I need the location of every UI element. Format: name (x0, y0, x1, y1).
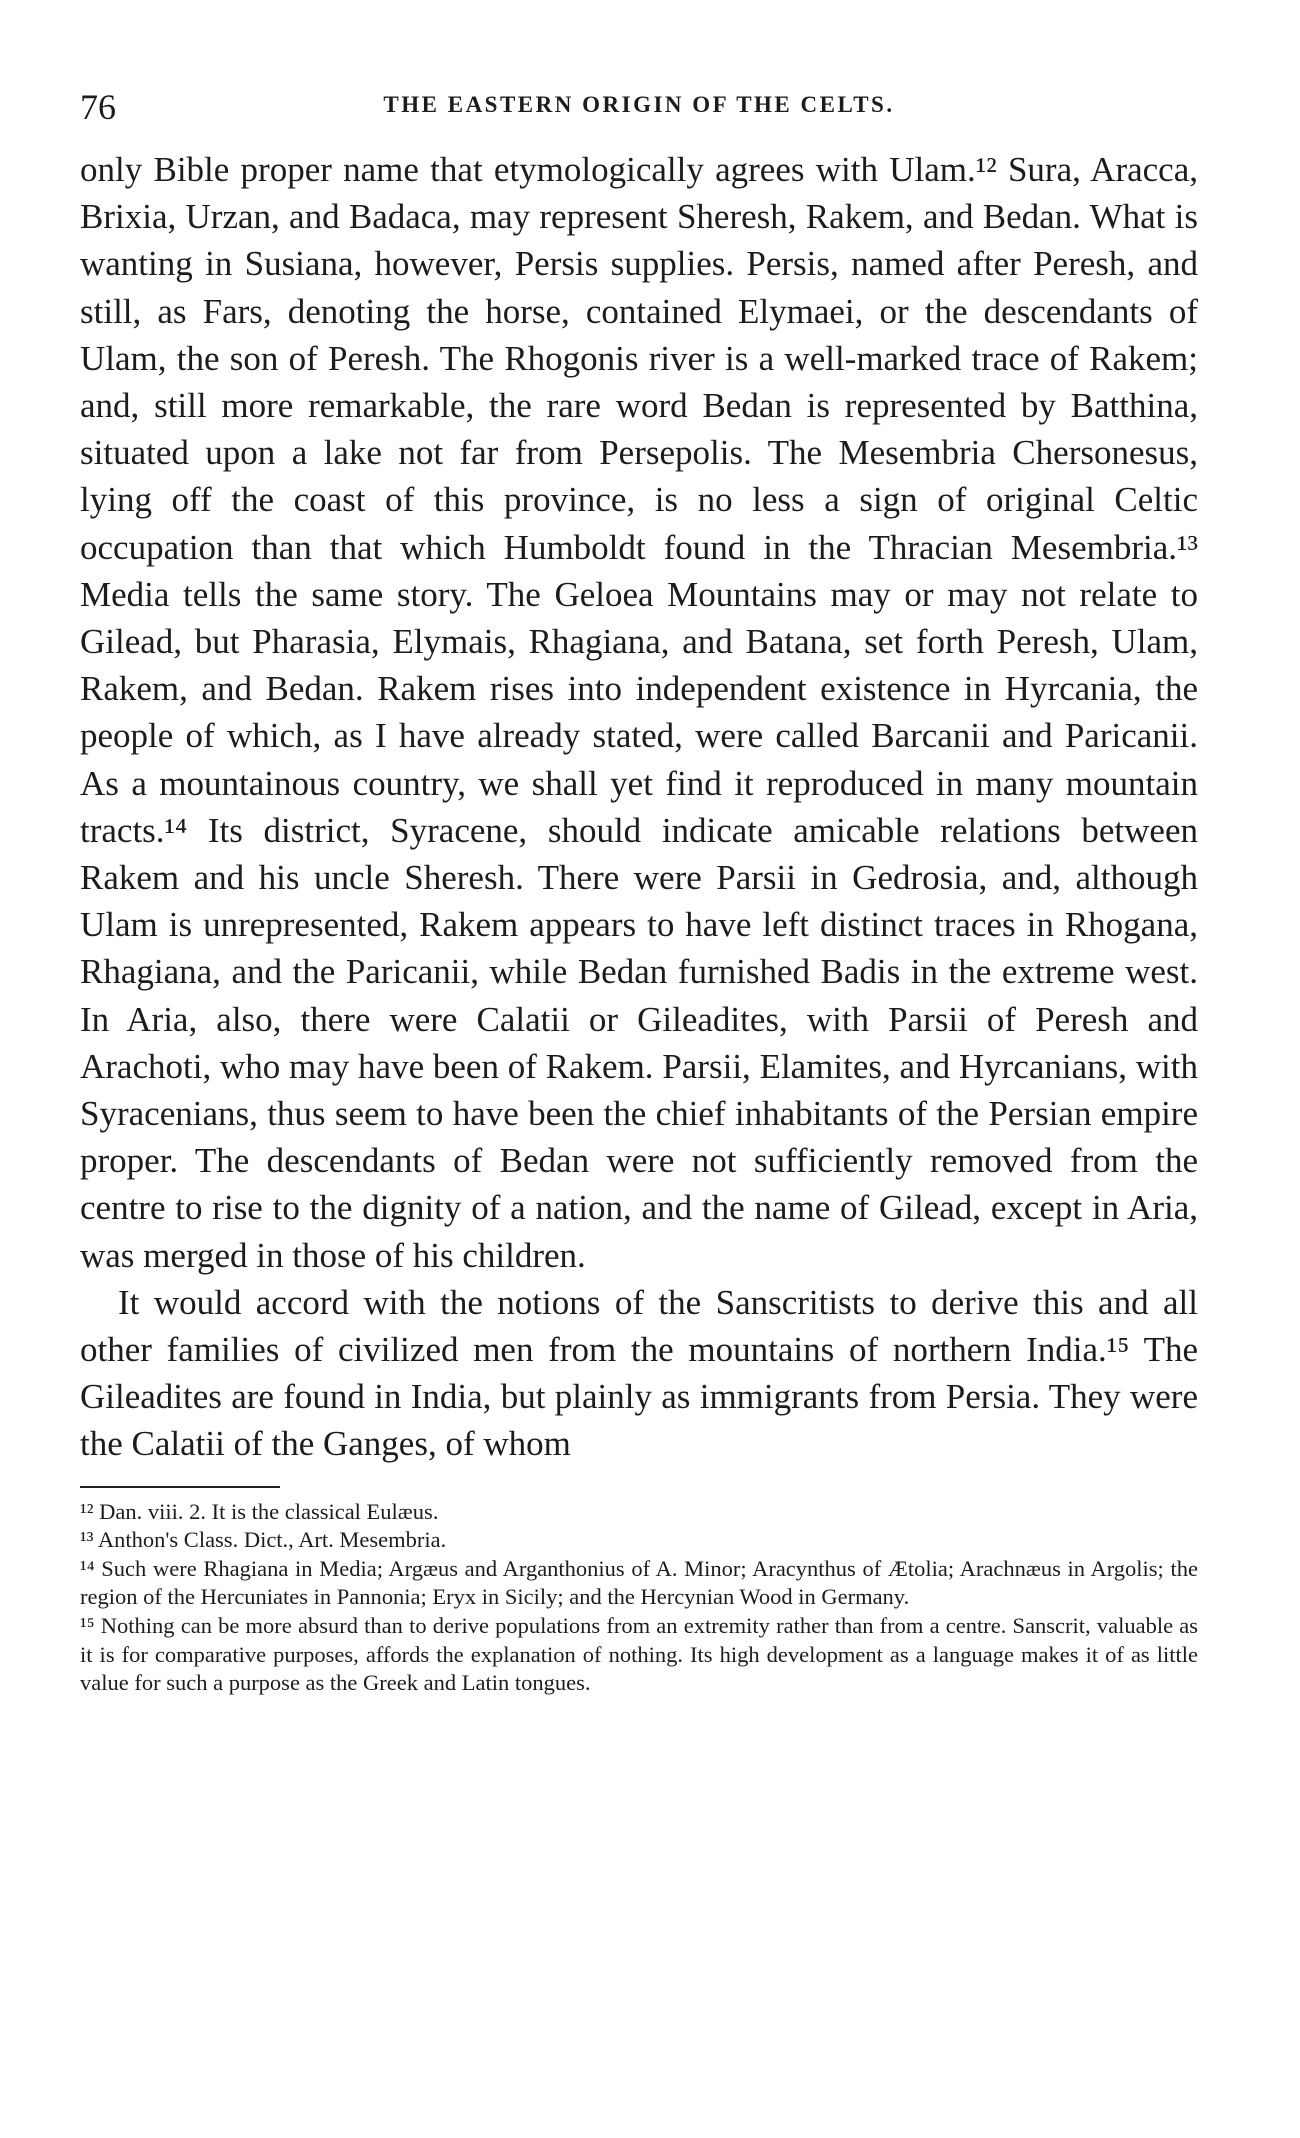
footnote: ¹⁵ Nothing can be more absurd than to derive populations from an extremity rather than from a centre. Sanscrit, valuable as it is for comparative purposes, affords the explanation of nothing. Its high development as a language makes it of as little value for such a purpose as the Greek and Latin tongues. (80, 1613, 1198, 1696)
page-number: 76 (80, 87, 116, 127)
paragraph: only Bible proper name that etymologically agrees with Ulam.¹² Sura, Aracca, Brixia, Urzan, and Badaca, may represent Sheresh, Rakem, and Bedan. What is wanting in Susiana, however, Persis supplies. Persis, named after Peresh, and still, as Fars, denoting the horse, contained Elymaei, or the descendants of Ulam, the son of Peresh. The Rhogonis river is a well-marked trace of Rakem; and, still more remarkable, the rare word Bedan is represented by Batthina, situated upon a lake not far from Persepolis. The Mesembria Chersonesus, lying off the coast of this province, is no less a sign of original Celtic occupation than that which Humboldt found in the Thracian Mesembria.¹³ Media tells the same story. The Geloea Mountains may or may not relate to Gilead, but Pharasia, Elymais, Rhagiana, and Batana, set forth Peresh, Ulam, Rakem, and Bedan. Rakem rises into independent existence in Hyrcania, the people of which, as I have already stated, were called Barcanii and Paricanii. As a mountainous country, we shall yet find it reproduced in many mountain tracts.¹⁴ Its district, Syracene, should indicate amicable relations between Rakem and his uncle Sheresh. There were Parsii in Gedrosia, and, although Ulam is unrepresented, Rakem appears to have left distinct traces in Rhogana, Rhagiana, and the Paricanii, while Bedan furnished Badis in the extreme west. In Aria, also, there were Calatii or Gileadites, with Parsii of Peresh and Arachoti, who may have been of Rakem. Parsii, Elamites, and Hyrcanians, with Syracenians, thus seem to have been the chief inhabitants of the Persian empire proper. The descendants of Bedan were not sufficiently removed from the centre to rise to the dignity of a nation, and the name of Gilead, except in Aria, was merged in those of his children. (80, 150, 1198, 1275)
footnote: ¹³ Anthon's Class. Dict., Art. Mesembria. (80, 1527, 447, 1553)
book-page (80, 86, 1198, 1698)
footnote-divider (80, 1486, 280, 1488)
footnote: ¹⁴ Such were Rhagiana in Media; Argæus and Arganthonius of A. Minor; Aracynthus of Ætolia; Arachnæus in Argolis; the region of the Hercuniates in Pannonia; Eryx in Sicily; and the Hercynian Wood in Germany. (80, 1555, 1198, 1610)
paragraph: It would accord with the notions of the Sanscritists to derive this and all other families of civilized men from the mountains of northern India.¹⁵ The Gileadites are found in India, but plainly as immigrants from Persia. They were the Calatii of the Ganges, of whom (80, 1282, 1198, 1464)
page-header (80, 86, 1198, 126)
footnote: ¹² Dan. viii. 2. It is the classical Eulæus. (80, 1498, 439, 1524)
footnotes (80, 1498, 1198, 1698)
running-title: THE EASTERN ORIGIN OF THE CELTS. (383, 92, 895, 117)
body-text (80, 146, 1198, 1468)
